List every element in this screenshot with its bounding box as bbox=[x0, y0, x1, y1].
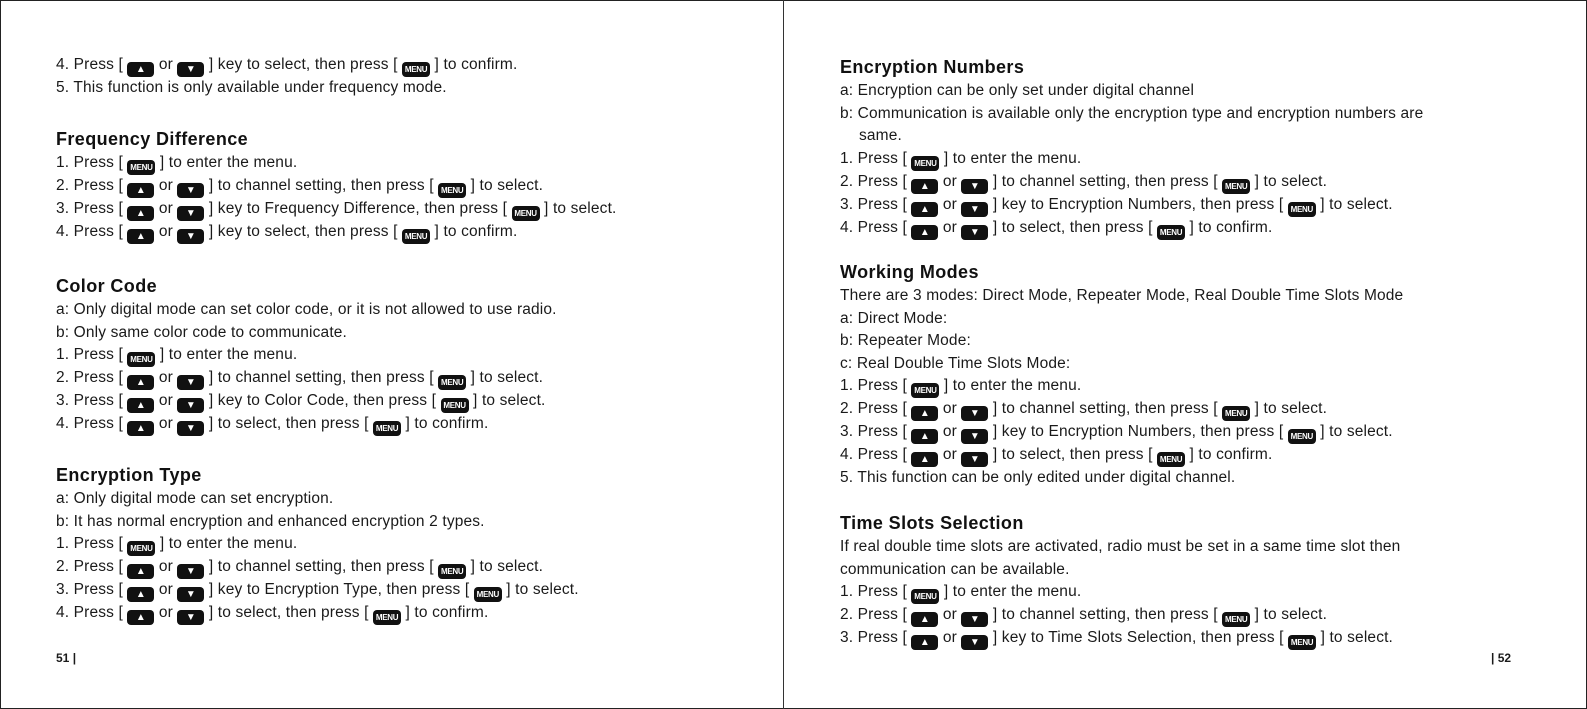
instruction-line: 4. Press [ ▲ or ▼ ] to select, then press [ MENU ] to confirm. bbox=[840, 218, 1273, 238]
menu-key-icon: MENU bbox=[1288, 202, 1316, 217]
instruction-line: 4. Press [ ▲ or ▼ ] key to select, then press [ MENU ] to confirm. bbox=[56, 56, 518, 75]
page-number-text: 51 bbox=[56, 651, 70, 665]
down-key-icon: ▼ bbox=[177, 62, 204, 77]
menu-key-icon: MENU bbox=[1222, 406, 1250, 421]
section-encryption-numbers bbox=[840, 56, 1560, 240]
section-heading: Working Modes bbox=[840, 262, 979, 282]
up-key-icon: ▲ bbox=[911, 429, 938, 444]
menu-key-icon: MENU bbox=[373, 421, 401, 436]
instruction-line: 3. Press [ ▲ or ▼ ] key to Frequency Difference, then press [ MENU ] to select. bbox=[56, 200, 617, 219]
menu-key-icon: MENU bbox=[127, 352, 155, 367]
down-key-icon: ▼ bbox=[961, 429, 988, 444]
up-key-icon: ▲ bbox=[127, 610, 154, 625]
up-key-icon: ▲ bbox=[911, 635, 938, 650]
up-key-icon: ▲ bbox=[127, 229, 154, 244]
instruction-line: 4. Press [ ▲ or ▼ ] key to select, then press [ MENU ] to confirm. bbox=[56, 223, 518, 242]
menu-key-icon: MENU bbox=[474, 587, 502, 602]
instruction-line: b: Repeater Mode: bbox=[840, 332, 971, 350]
instruction-line: a: Only digital mode can set encryption. bbox=[56, 490, 334, 507]
down-key-icon: ▼ bbox=[177, 229, 204, 244]
section-heading: Encryption Numbers bbox=[840, 57, 1025, 77]
down-key-icon: ▼ bbox=[961, 202, 988, 217]
menu-key-icon: MENU bbox=[1288, 635, 1316, 650]
instruction-line: 4. Press [ ▲ or ▼ ] to select, then press [ MENU ] to confirm. bbox=[56, 604, 489, 624]
instruction-line: communication can be available. bbox=[840, 560, 1070, 578]
menu-key-icon: MENU bbox=[1157, 452, 1185, 467]
menu-key-icon: MENU bbox=[1222, 612, 1250, 627]
instruction-line: a: Encryption can be only set under digital channel bbox=[840, 82, 1195, 99]
instruction-line: 5. This function is only available under frequency mode. bbox=[56, 79, 447, 96]
section-working-modes bbox=[840, 261, 1560, 490]
up-key-icon: ▲ bbox=[127, 564, 154, 579]
section-encryption-type bbox=[56, 464, 766, 625]
instruction-line: 1. Press [ MENU ] to enter the menu. bbox=[840, 148, 1560, 171]
instruction-line: 3. Press [ ▲ or ▼ ] key to Color Code, then press [ MENU ] to select. bbox=[56, 392, 546, 412]
menu-key-icon: MENU bbox=[1222, 179, 1250, 194]
instruction-line: c: Real Double Time Slots Mode: bbox=[840, 354, 1071, 372]
instruction-line: b: It has normal encryption and enhanced encryption 2 types. bbox=[56, 512, 485, 530]
down-key-icon: ▼ bbox=[961, 406, 988, 421]
section-intro bbox=[56, 54, 766, 100]
menu-key-icon: MENU bbox=[438, 183, 466, 198]
down-key-icon: ▼ bbox=[961, 452, 988, 467]
section-heading: Time Slots Selection bbox=[840, 513, 1024, 533]
down-key-icon: ▼ bbox=[177, 183, 204, 198]
up-key-icon: ▲ bbox=[911, 406, 938, 421]
menu-key-icon: MENU bbox=[127, 160, 155, 175]
page-number-text: 52 bbox=[1497, 651, 1512, 665]
instruction-line: 2. Press [ ▲ or ▼ ] to channel setting, then press [ MENU ] to select. bbox=[840, 606, 1328, 626]
menu-key-icon: MENU bbox=[441, 398, 469, 413]
up-key-icon: ▲ bbox=[911, 202, 938, 217]
menu-key-icon: MENU bbox=[911, 589, 939, 604]
page-number-right: | 52 bbox=[1491, 651, 1512, 665]
up-key-icon: ▲ bbox=[127, 62, 154, 77]
menu-key-icon: MENU bbox=[438, 375, 466, 390]
instruction-line: b: Only same color code to communicate. bbox=[56, 323, 348, 341]
instruction-line: There are 3 modes: Direct Mode, Repeater Mode, Real Double Time Slots Mode bbox=[840, 287, 1404, 304]
menu-key-icon: MENU bbox=[911, 156, 939, 171]
section-frequency-difference bbox=[56, 128, 766, 244]
menu-key-icon: MENU bbox=[438, 564, 466, 579]
instruction-line: 2. Press [ ▲ or ▼ ] to channel setting, then press [ MENU ] to select. bbox=[56, 177, 544, 196]
instruction-line: 2. Press [ ▲ or ▼ ] to channel setting, then press [ MENU ] to select. bbox=[840, 172, 1328, 192]
instruction-line: a: Direct Mode: bbox=[840, 309, 948, 327]
menu-key-icon: MENU bbox=[402, 62, 430, 77]
menu-key-icon: MENU bbox=[1288, 429, 1316, 444]
menu-key-icon: MENU bbox=[1157, 225, 1185, 240]
section-heading: Encryption Type bbox=[56, 465, 202, 485]
down-key-icon: ▼ bbox=[177, 587, 204, 602]
instruction-line: 1. Press [ MENU ] to enter the menu. bbox=[840, 375, 1560, 398]
section-time-slots-selection bbox=[840, 512, 1560, 650]
menu-key-icon: MENU bbox=[402, 229, 430, 244]
instruction-line: 1. Press [ MENU ] to enter the menu. bbox=[56, 533, 766, 556]
page-divider bbox=[783, 0, 784, 709]
instruction-line: 3. Press [ ▲ or ▼ ] key to Encryption Type, then press [ MENU ] to select. bbox=[56, 581, 579, 601]
instruction-line: same. bbox=[859, 127, 902, 145]
section-heading: Frequency Difference bbox=[56, 129, 249, 149]
up-key-icon: ▲ bbox=[127, 587, 154, 602]
down-key-icon: ▼ bbox=[177, 206, 204, 221]
page-number-left: 51 | bbox=[56, 651, 77, 665]
instruction-line: 1. Press [ MENU ] to enter the menu. bbox=[56, 152, 766, 175]
instruction-line: 1. Press [ MENU ] to enter the menu. bbox=[56, 344, 766, 367]
instruction-line: 4. Press [ ▲ or ▼ ] to select, then press [ MENU ] to confirm. bbox=[56, 415, 489, 435]
down-key-icon: ▼ bbox=[961, 635, 988, 650]
instruction-line: 2. Press [ ▲ or ▼ ] to channel setting, then press [ MENU ] to select. bbox=[56, 558, 544, 578]
instruction-line: 4. Press [ ▲ or ▼ ] to select, then press [ MENU ] to confirm. bbox=[840, 446, 1273, 466]
menu-key-icon: MENU bbox=[127, 541, 155, 556]
down-key-icon: ▼ bbox=[177, 610, 204, 625]
up-key-icon: ▲ bbox=[911, 225, 938, 240]
down-key-icon: ▼ bbox=[177, 564, 204, 579]
up-key-icon: ▲ bbox=[127, 375, 154, 390]
up-key-icon: ▲ bbox=[127, 398, 154, 413]
section-heading: Color Code bbox=[56, 276, 157, 296]
up-key-icon: ▲ bbox=[911, 179, 938, 194]
menu-key-icon: MENU bbox=[911, 383, 939, 398]
up-key-icon: ▲ bbox=[911, 452, 938, 467]
instruction-line: b: Communication is available only the encryption type and encryption numbers are bbox=[840, 104, 1424, 122]
down-key-icon: ▼ bbox=[961, 612, 988, 627]
up-key-icon: ▲ bbox=[127, 206, 154, 221]
down-key-icon: ▼ bbox=[961, 225, 988, 240]
up-key-icon: ▲ bbox=[127, 421, 154, 436]
menu-key-icon: MENU bbox=[373, 610, 401, 625]
down-key-icon: ▼ bbox=[177, 421, 204, 436]
down-key-icon: ▼ bbox=[177, 375, 204, 390]
instruction-line: 3. Press [ ▲ or ▼ ] key to Encryption Numbers, then press [ MENU ] to select. bbox=[840, 423, 1393, 443]
instruction-line: 3. Press [ ▲ or ▼ ] key to Time Slots Selection, then press [ MENU ] to select. bbox=[840, 629, 1394, 649]
down-key-icon: ▼ bbox=[177, 398, 204, 413]
instruction-line: 3. Press [ ▲ or ▼ ] key to Encryption Numbers, then press [ MENU ] to select. bbox=[840, 195, 1393, 215]
instruction-line: 5. This function can be only edited under digital channel. bbox=[840, 469, 1236, 487]
instruction-line: 1. Press [ MENU ] to enter the menu. bbox=[840, 581, 1560, 604]
instruction-line: 2. Press [ ▲ or ▼ ] to channel setting, then press [ MENU ] to select. bbox=[840, 400, 1328, 420]
up-key-icon: ▲ bbox=[911, 612, 938, 627]
instruction-line: a: Only digital mode can set color code, or it is not allowed to use radio. bbox=[56, 301, 557, 318]
up-key-icon: ▲ bbox=[127, 183, 154, 198]
instruction-line: 2. Press [ ▲ or ▼ ] to channel setting, then press [ MENU ] to select. bbox=[56, 369, 544, 389]
menu-key-icon: MENU bbox=[512, 206, 540, 221]
down-key-icon: ▼ bbox=[961, 179, 988, 194]
section-color-code bbox=[56, 275, 766, 436]
instruction-line: If real double time slots are activated, radio must be set in a same time slot then bbox=[840, 538, 1401, 555]
